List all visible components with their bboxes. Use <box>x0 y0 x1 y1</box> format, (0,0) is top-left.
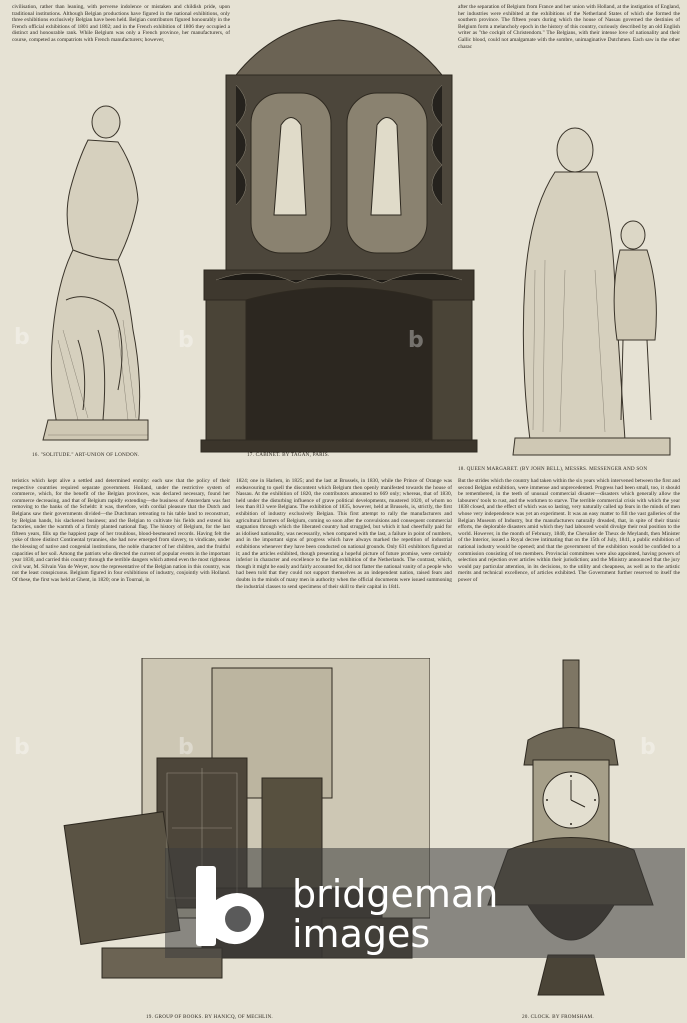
cabinet-engraving <box>196 15 482 455</box>
watermark-ghost-b: b <box>178 735 194 760</box>
caption-figure-20: 20. CLOCK. BY FROMSHAM. <box>522 1014 594 1020</box>
watermark-line-1: bridgeman <box>292 872 499 916</box>
caption-figure-16: 16. "SOLITUDE." ART-UNION OF LONDON. <box>32 452 140 458</box>
statue-engraving <box>18 100 168 445</box>
column-3-top-text: after the separation of Belgium from France and her union with Holland, at the instigation of England, her industries were exhibited at the exhibitions of the Netherland States of which she formed the southern province. The fifteen years during which the house of Nassau governed the destinies of Belgium form a melancholy epoch in the history of this country, curiously described by an old English writer as "the cockpit of Christendom." The Belgians, with their intense love of nationality and their Gallic blood, could not amalgamate with the sombre, unimaginative Dutchmen. Each saw in the other charac <box>458 4 680 50</box>
watermark-ghost-b: b <box>14 325 30 350</box>
figure-18-queen-margaret-statue <box>505 120 680 460</box>
watermark-ghost-b: b <box>14 735 30 760</box>
caption-figure-18: 18. QUEEN MARGARET. (BY JOHN BELL), MESSRS. MESSENGER AND SON <box>458 466 648 472</box>
figure-17-cabinet <box>196 15 482 455</box>
caption-figure-19: 19. GROUP OF BOOKS. BY HANICQ, OF MECHLIN. <box>146 1014 273 1020</box>
column-1-middle-text: teristics which kept alive a settled and determined enmity: each saw that the policy of their respective countries required separate government. Holland, under the restrictive system of commerce, which, for the benefit of the Belgian provinces, was declared necessary, found her commerce decreasing, and that of Belgium rapidly extending—the business of Amsterdam was fast removing to the banks of the Scheldt: it was, therefore, with cordial pleasure that the Dutch and Belgians saw their governments divided—the Dutchman retreating to his table land to reconstruct, by Belgian hands, his slackened business; and the Belgian to cultivate his fields and extend his factories, under the warmth of a firmly planted national flag. The history of Belgium, for the last fifteen years, fills up the happiest page of her troublous, blood-besmeared records. Having felt the yoke of three distinct Continental tyrannies, she had now emerged from slavery, to vindicate, under the blessing of native and congenial institutions, the noble character of her children, and the fruitful capacities of her soil. Among the patriots who directed the current of popular events in the important year 1830, and carried this country through the terrible dangers which attend even the most righteous civil war, M. Silvain Van de Weyer, now the representative of the Belgian nation in this country, was not the least conspicuous. Belgium figured in four exhibitions of industry, conjointly with Holland. Of these, the first was held at Ghent, in 1820; one in Tournai, in <box>12 478 230 583</box>
column-1-top-text: civilisation, rather than leaning, with perverse indolence or mistaken and childish pride, upon traditional institutions. Although Belgian productions have figured in the national exhibitions, only three exhibitions exclusively Belgian have been held. Belgian contributors figured honourably in the French official exhibitions of 1801 and 1802; and in the French exhibition of 1806 they occupied a distinct and honourable rank. While Belgium was only a French province, her manufacturers, of course, competed as compatriots with French manufacturers; however, <box>12 4 230 43</box>
watermark-ghost-b: b <box>640 735 656 760</box>
figure-16-solitude-statue <box>18 100 168 445</box>
bridgeman-logo-icon <box>188 864 276 950</box>
watermark-ghost-b: b <box>178 328 194 353</box>
column-2-middle-text: 1824; one in Harlem, in 1825; and the last at Brussels, in 1830, while the Prince of Orange was endeavouring to quell the discontent which Belgium then openly manifested towards the house of Nassau. At the exhibition of 1820, the contributors amounted to 669 only; whereas, that of 1830, held under the disturbing influence of grave political developments, mustered 1020, of whom no less than 813 were Belgians. The exhibition of 1835, however, held at Brussels, is, strictly, the first exhibition of industry exclusively Belgian. This first attempt to rally the manufacturers and agricultural farmers of Belgium, coming so soon after the convulsions and consequent commercial stagnation through which the liberated country had struggled, but which it had cheerfully paid for as idolised nationality, was necessarily, when compared with the last, a failure in point of numbers, and in the important signs of progress which have always marked the repetition of industrial exhibitions whenever they have been conducted on national grounds. Only 631 exhibitors figured at it; and the articles exhibited, though presenting a hopeful picture of future promise, were certainly inferior in character and excellence to the last exhibition of the Netherlands. The contrast, which, though it might be easily and fairly accounted for, did not flatter the national vanity of a people who had been told that they could not support themselves as an independent nation, raised fears and doubts in the minds of many men in authority when the official documents were issued summoning the industrial classes to send specimens of their skill to their capital in 1841. <box>236 478 452 590</box>
watermark-line-2: images <box>292 912 431 956</box>
column-3-middle-text: But the strides which the country had taken within the six years which intervened between the first and second Belgian exhibition, were immense and unprecedented. Progress had been small, too, it should be remembered, in the teeth of unusual commercial disaster—disasters which generally allow the labourers' tools to rust, and the workmen to starve. The terrible commercial crisis with which the year 1838 closed, and the effect of which was so lasting, very naturally called up fears in the minds of men whose very independence was yet an experiment. It was an easy matter to fill the vast galleries of the Belgian Museum of Industry, but the manufacturers naturally dreaded, that, in spite of their titanic efforts, the deplorable disasters amid which they had laboured would divulge their real position to the world. However, in the month of February, 1840, the Chevalier de Theux de Meylandt, then Minister of the Interior, issued a Royal decree intimating that on the 15th of July, 1841, a public exhibition of national industry would be opened; and that the government of the exhibition would be confided to a commission consisting of ten members. Provincial committees were also appointed, having powers of selection and rejection over articles within their jurisdiction; and the Ministry announced that the jury would pay particular attention, in its decisions, to the utility and cheapness, as well as to the artistic merits and technical excellence, of articles exhibited. The Government further reserved to itself the power of <box>458 478 680 583</box>
caption-figure-17: 17. CABINET. BY TAGAN, PARIS. <box>247 452 330 458</box>
watermark-ghost-b: b <box>408 328 424 353</box>
queen-statue-engraving <box>505 120 680 460</box>
